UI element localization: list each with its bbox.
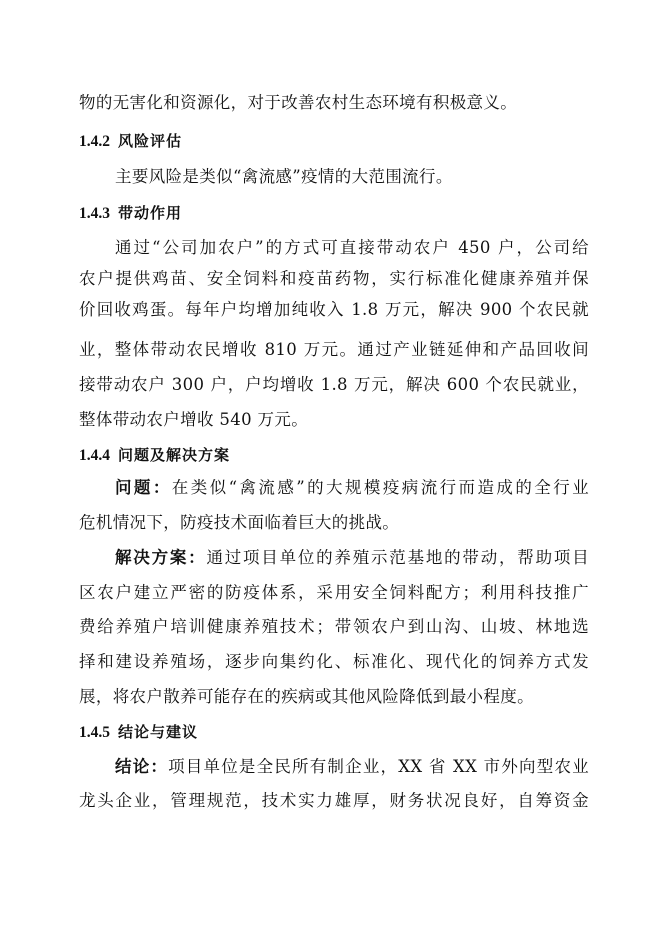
paragraph-line: 物的无害化和资源化，对于改善农村生态环境有积极意义。 bbox=[79, 93, 518, 112]
paragraph-line: 危机情况下，防疫技术面临着巨大的挑战。 bbox=[79, 513, 400, 532]
paragraph-line: 择和建设养殖场，逐步向集约化、标准化、现代化的饲养方式发 bbox=[79, 652, 589, 671]
section-number: 1.4.4 bbox=[79, 447, 110, 464]
section-number: 1.4.5 bbox=[79, 724, 110, 741]
paragraph-line bbox=[115, 756, 589, 778]
section-number: 1.4.3 bbox=[79, 205, 110, 222]
paragraph-line: 展，将农户散养可能存在的疾病或其他风险降低到最小程度。 bbox=[79, 687, 534, 706]
section-heading-impact bbox=[79, 202, 182, 224]
conclusion-label: 结论： bbox=[115, 757, 169, 776]
solution-text: 通过项目单位的养殖示范基地的带动，帮助项目 bbox=[206, 548, 589, 567]
section-title: 结论与建议 bbox=[118, 723, 199, 741]
section-number: 1.4.2 bbox=[79, 133, 110, 150]
problem-text: 在类似“禽流感”的大规模疫病流行而造成的全行业 bbox=[171, 478, 589, 497]
section-title: 带动作用 bbox=[118, 204, 183, 222]
paragraph-line: 主要风险是类似“禽流感”疫情的大范围流行。 bbox=[115, 167, 453, 186]
paragraph-line: 龙头企业，管理规范，技术实力雄厚，财务状况良好，自筹资金 bbox=[79, 791, 589, 810]
section-title: 问题及解决方案 bbox=[118, 446, 231, 464]
problem-label: 问题： bbox=[115, 478, 172, 497]
section-title: 风险评估 bbox=[118, 132, 183, 150]
paragraph-line: 农户提供鸡苗、安全饲料和疫苗药物，实行标准化健康养殖并保 bbox=[79, 269, 589, 288]
section-heading-risk bbox=[79, 130, 182, 152]
paragraph-line: 价回收鸡蛋。每年户均增加纯收入 1.8 万元，解决 900 个农民就 bbox=[79, 300, 589, 319]
paragraph-line: 通过“公司加农户”的方式可直接带动农户 450 户，公司给 bbox=[115, 238, 589, 257]
paragraph-line: 区农户建立严密的防疫体系，采用安全饲料配方；利用科技推广 bbox=[79, 583, 589, 602]
paragraph-line bbox=[115, 547, 589, 569]
paragraph-line: 费给养殖户培训健康养殖技术；带领农户到山沟、山坡、林地选 bbox=[79, 617, 589, 636]
paragraph-line bbox=[115, 477, 589, 499]
paragraph-line: 接带动农户 300 户，户均增收 1.8 万元，解决 600 个农民就业， bbox=[79, 375, 589, 394]
paragraph-line: 整体带动农户增收 540 万元。 bbox=[79, 410, 309, 429]
paragraph-line: 业，整体带动农民增收 810 万元。通过产业链延伸和产品回收间 bbox=[79, 340, 589, 359]
solution-label: 解决方案： bbox=[115, 548, 207, 567]
conclusion-text: 项目单位是全民所有制企业，XX 省 XX 市外向型农业 bbox=[168, 757, 589, 776]
section-heading-conclusion bbox=[79, 721, 198, 743]
section-heading-problems bbox=[79, 444, 230, 466]
